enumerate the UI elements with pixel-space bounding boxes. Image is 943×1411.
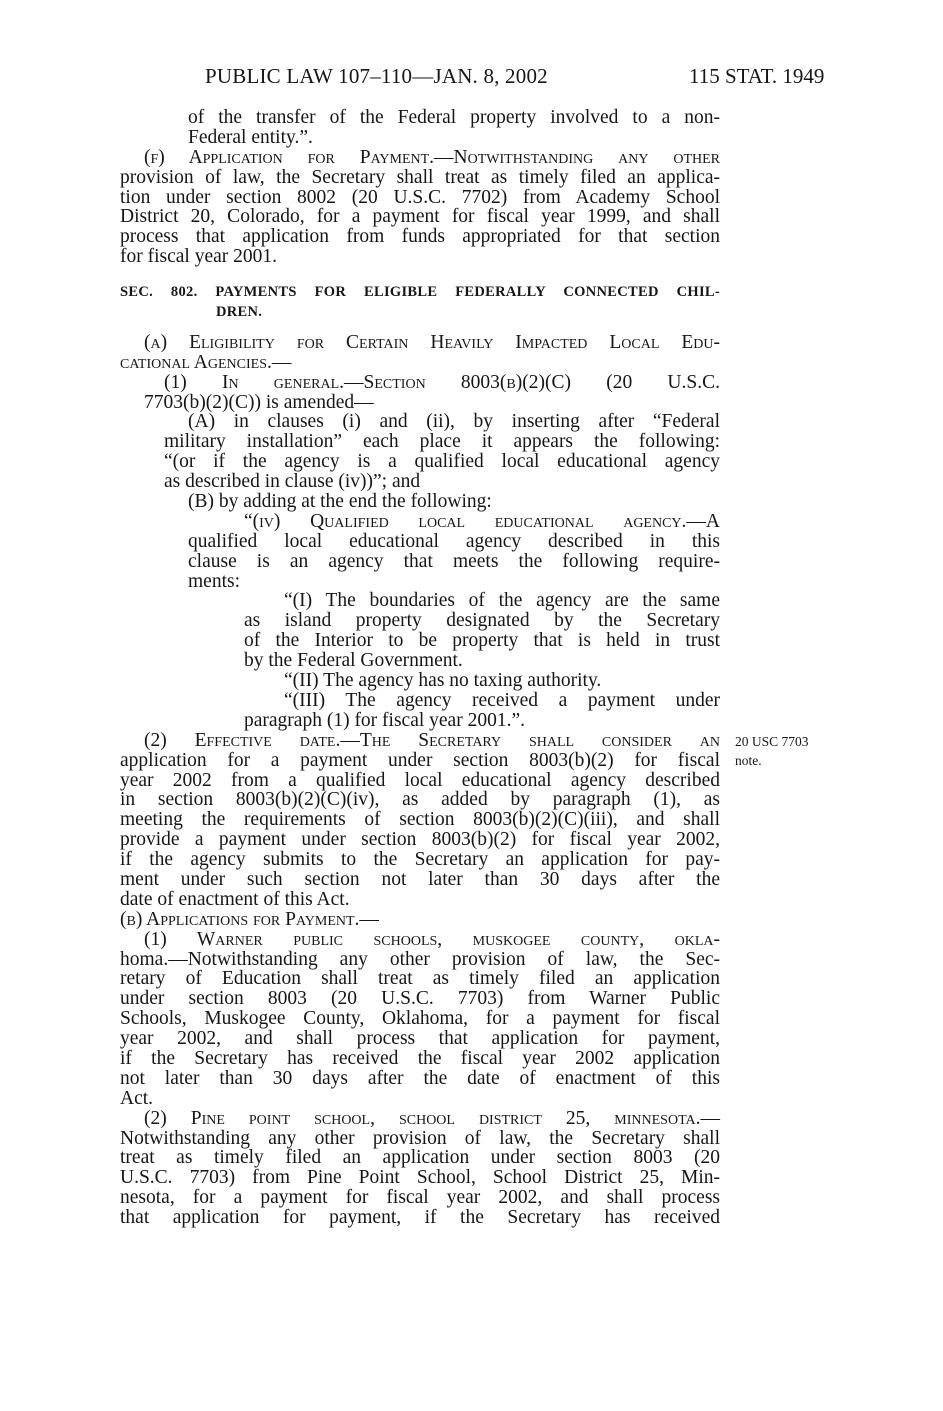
text-line: year 2002, and shall process that application for payment, bbox=[120, 1028, 720, 1050]
text-line: Notwithstanding any other provision of law, the Secretary shall bbox=[120, 1127, 720, 1149]
running-head-title: PUBLIC LAW 107–110—JAN. 8, 2002 bbox=[205, 64, 548, 88]
text-line: (B) by adding at the end the following: bbox=[188, 491, 492, 513]
subsection-f-heading-line: (f) Application for Payment.—Notwithstanding any other bbox=[144, 146, 720, 168]
text-line: provision of law, the Secretary shall treat as timely filed an applica- bbox=[120, 166, 720, 188]
statute-page-number: 115 STAT. 1949 bbox=[689, 64, 825, 88]
text-line: 7703(b)(2)(C)) is amended— bbox=[144, 391, 374, 413]
text-line: homa.—Notwithstanding any other provision of law, the Sec- bbox=[120, 948, 720, 970]
subsection-a-heading-line: cational Agencies.— bbox=[120, 351, 292, 373]
text-line: military installation” each place it appears the following: bbox=[164, 431, 720, 453]
text-line: nesota, for a payment for fiscal year 2002, and shall process bbox=[120, 1187, 720, 1209]
text-line: treat as timely filed an application under section 8003 (20 bbox=[120, 1147, 720, 1169]
spacer bbox=[120, 267, 720, 283]
text-line: Act. bbox=[120, 1087, 154, 1109]
text-line: that application for payment, if the Secretary has received bbox=[120, 1207, 720, 1229]
text-line: District 20, Colorado, for a payment for fiscal year 1999, and shall bbox=[120, 206, 720, 228]
text-line: in section 8003(b)(2)(C)(iv), as added by paragraph (1), as bbox=[120, 789, 720, 811]
text-line: U.S.C. 7703) from Pine Point School, School District 25, Min- bbox=[120, 1167, 720, 1189]
text-line: application for a payment under section 8003(b)(2) for fiscal bbox=[120, 749, 720, 771]
body-text bbox=[120, 108, 720, 1228]
paragraph-2-heading-line: (2) Effective date.—The Secretary shall consider an bbox=[144, 729, 720, 751]
text-line: year 2002 from a qualified local educational agency described bbox=[120, 769, 720, 791]
text-line: “(II) The agency has no taxing authority. bbox=[284, 670, 602, 692]
text-line: meeting the requirements of section 8003(b)(2)(C)(iii), and shall bbox=[120, 809, 720, 831]
text-line: as island property designated by the Secretary bbox=[244, 610, 720, 632]
text-line: of the Interior to be property that is held in trust bbox=[244, 630, 720, 652]
text-line: as described in clause (iv))”; and bbox=[164, 471, 421, 493]
text-line: paragraph (1) for fiscal year 2001.”. bbox=[244, 709, 525, 731]
text-line: provide a payment under section 8003(b)(2) for fiscal year 2002, bbox=[120, 829, 720, 851]
running-head bbox=[0, 64, 943, 92]
text-line: of the transfer of the Federal property involved to a non- bbox=[188, 107, 720, 128]
text-line: “(III) The agency received a payment under bbox=[284, 689, 720, 711]
text-line: Schools, Muskogee County, Oklahoma, for a payment for fiscal bbox=[120, 1008, 720, 1030]
text-line: retary of Education shall treat as timely filed an application bbox=[120, 968, 720, 990]
paragraph-b1-heading-line: (1) Warner public schools, muskogee county, okla- bbox=[144, 928, 720, 950]
text-line: ments: bbox=[188, 570, 240, 592]
subsection-a-heading-line: (a) Eligibility for Certain Heavily Impacted Local Edu- bbox=[144, 331, 720, 353]
margin-note-suffix: note. bbox=[735, 753, 762, 768]
text-line: process that application from funds appropriated for that section bbox=[120, 226, 720, 248]
section-heading-continued: DREN. bbox=[216, 304, 263, 321]
text-line: ment under such section not later than 30 days after the bbox=[120, 868, 720, 890]
section-heading: SEC. 802. PAYMENTS FOR ELIGIBLE FEDERALLY CONNECTED CHIL- bbox=[120, 284, 720, 301]
text-line: (A) in clauses (i) and (ii), by inserting after “Federal bbox=[188, 411, 720, 433]
text-line: by the Federal Government. bbox=[244, 650, 463, 672]
text-line: tion under section 8002 (20 U.S.C. 7702) from Academy School bbox=[120, 186, 720, 208]
text-line: if the agency submits to the Secretary an application for pay- bbox=[120, 849, 720, 871]
text-line: date of enactment of this Act. bbox=[120, 888, 350, 910]
text-line: for fiscal year 2001. bbox=[120, 246, 278, 268]
margin-note-citation: 20 USC 7703 bbox=[735, 734, 809, 749]
text-line: clause is an agency that meets the following require- bbox=[188, 550, 720, 572]
text-line: “(or if the agency is a qualified local educational agency bbox=[164, 451, 720, 473]
paragraph-b2-heading-line: (2) Pine point school, school district 25, minnesota.— bbox=[144, 1107, 720, 1129]
text-line: Federal entity.”. bbox=[188, 126, 313, 148]
text-line: under section 8003 (20 U.S.C. 7703) from Warner Public bbox=[120, 988, 720, 1010]
text-line: qualified local educational agency described in this bbox=[188, 530, 720, 552]
text-line: “(I) The boundaries of the agency are the same bbox=[284, 590, 720, 612]
text-line: if the Secretary has received the fiscal year 2002 application bbox=[120, 1047, 720, 1069]
text-line: not later than 30 days after the date of enactment of this bbox=[120, 1067, 720, 1089]
clause-iv-heading-line: “(iv) Qualified local educational agency.—A bbox=[244, 510, 720, 532]
subsection-b-heading: (b) Applications for Payment.— bbox=[120, 908, 379, 930]
margin-note bbox=[735, 732, 809, 770]
paragraph-1-heading-line: (1) In general.—Section 8003(b)(2)(C) (20 U.S.C. bbox=[164, 371, 720, 393]
